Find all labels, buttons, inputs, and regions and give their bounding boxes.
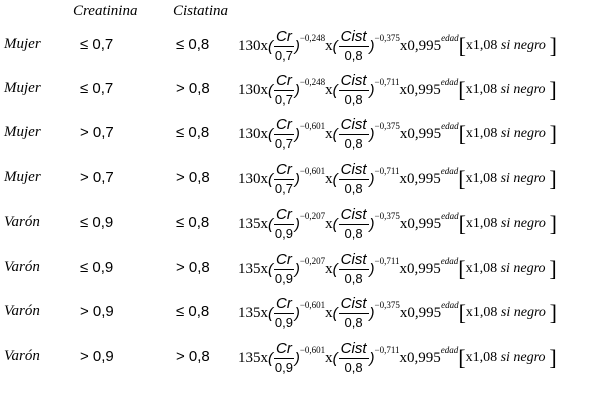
coefficient: 130	[238, 125, 261, 142]
cystatin-exponent: −0,711	[374, 77, 400, 87]
creatinine-condition: ≤ 0,9	[80, 214, 114, 231]
creatinine-exponent: −0,248	[299, 33, 326, 43]
times-sign: x	[399, 81, 407, 98]
coefficient: 135	[238, 215, 261, 232]
close-paren: )	[294, 349, 300, 367]
creatinine-denominator: 0,7	[274, 92, 293, 107]
cystatin-fraction	[339, 339, 369, 377]
creatinine-exponent: −0,207	[299, 256, 326, 266]
bracket-open: [	[458, 77, 466, 102]
times-sign: x	[325, 349, 333, 366]
sex-label: Mujer	[4, 36, 41, 52]
cystatin-condition: > 0,8	[176, 259, 210, 276]
egfr-formula	[238, 202, 557, 246]
race-condition: si negro	[500, 350, 546, 365]
times-sign: x	[325, 170, 333, 187]
open-paren: (	[332, 37, 338, 55]
cystatin-numerator: Cist	[340, 72, 367, 89]
cystatin-exponent: −0,375	[374, 300, 400, 310]
creatinine-fraction	[274, 160, 294, 198]
table-row	[0, 112, 602, 156]
table-row	[0, 68, 602, 112]
race-factor: x1,08	[465, 171, 498, 186]
creatinine-denominator: 0,9	[274, 271, 293, 286]
close-paren: )	[369, 349, 375, 367]
race-condition: si negro	[500, 261, 546, 276]
age-base: 0,995	[407, 81, 441, 98]
open-paren: (	[332, 304, 338, 322]
times-sign: x	[399, 215, 408, 232]
creatinine-condition: ≤ 0,7	[80, 80, 114, 97]
bracket-close: ]	[549, 256, 557, 281]
creatinine-fraction	[274, 339, 294, 377]
close-paren: )	[369, 125, 375, 143]
creatinine-numerator: Cr	[276, 72, 292, 89]
times-sign: x	[260, 125, 268, 142]
close-paren: )	[369, 37, 375, 55]
open-paren: (	[268, 304, 273, 322]
bracket-open: [	[458, 33, 466, 58]
cystatin-denominator: 0,8	[344, 181, 363, 196]
times-sign: x	[260, 81, 268, 98]
table-row	[0, 24, 602, 68]
creatinine-fraction	[274, 27, 294, 65]
cystatin-numerator: Cist	[340, 28, 367, 45]
cystatin-condition: ≤ 0,8	[176, 303, 210, 320]
times-sign: x	[260, 215, 268, 232]
creatinine-denominator: 0,7	[274, 48, 293, 63]
sex-label: Mujer	[4, 80, 41, 96]
close-paren: )	[369, 260, 375, 278]
coefficient: 135	[238, 349, 261, 366]
age-exponent: edad	[440, 256, 459, 266]
cystatin-fraction	[339, 115, 369, 153]
creatinine-exponent: −0,601	[299, 166, 326, 176]
cystatin-fraction	[339, 27, 369, 65]
open-paren: (	[332, 215, 338, 233]
cystatin-exponent: −0,711	[374, 345, 400, 355]
times-sign: x	[325, 81, 333, 98]
cystatin-exponent: −0,375	[374, 211, 400, 221]
creatinine-numerator: Cr	[276, 206, 292, 223]
egfr-formula	[238, 24, 557, 68]
bracket-open: [	[458, 300, 466, 325]
cystatin-denominator: 0,8	[344, 92, 363, 107]
times-sign: x	[399, 349, 407, 366]
cystatin-exponent: −0,711	[374, 256, 400, 266]
creatinine-fraction	[274, 71, 294, 109]
close-paren: )	[294, 304, 300, 322]
times-sign: x	[325, 37, 333, 54]
open-paren: (	[332, 125, 338, 143]
race-condition: si negro	[500, 305, 546, 320]
table-row	[0, 247, 602, 291]
race-factor: x1,08	[465, 38, 498, 53]
creatinine-condition: > 0,7	[80, 124, 114, 141]
bracket-open: [	[458, 166, 466, 191]
coefficient: 135	[238, 260, 261, 277]
table-row	[0, 336, 602, 380]
times-sign: x	[325, 304, 333, 321]
close-paren: )	[294, 260, 300, 278]
open-paren: (	[332, 170, 338, 188]
close-paren: )	[294, 125, 300, 143]
open-paren: (	[268, 37, 273, 55]
times-sign: x	[260, 170, 268, 187]
race-factor-note	[466, 171, 546, 187]
race-factor: x1,08	[465, 126, 498, 141]
bracket-close: ]	[549, 300, 557, 325]
race-factor-note	[466, 305, 546, 321]
cystatin-condition: > 0,8	[176, 80, 210, 97]
creatinine-fraction	[274, 115, 294, 153]
open-paren: (	[332, 260, 338, 278]
close-paren: )	[294, 170, 300, 188]
cystatin-denominator: 0,8	[344, 48, 363, 63]
open-paren: (	[268, 125, 273, 143]
open-paren: (	[268, 260, 273, 278]
creatinine-condition: > 0,9	[80, 303, 114, 320]
age-exponent: edad	[440, 345, 459, 355]
age-exponent: edad	[441, 211, 459, 221]
cystatin-fraction	[339, 205, 369, 243]
times-sign: x	[260, 260, 268, 277]
race-factor: x1,08	[465, 261, 498, 276]
race-condition: si negro	[500, 216, 546, 231]
cystatin-condition: ≤ 0,8	[176, 214, 210, 231]
bracket-close: ]	[549, 121, 557, 146]
header-creatinine: Creatinina	[73, 3, 138, 19]
creatinine-denominator: 0,7	[274, 136, 293, 151]
race-condition: si negro	[500, 82, 546, 97]
age-base: 0,995	[407, 170, 441, 187]
sex-label: Varón	[4, 259, 40, 275]
race-factor-note	[466, 126, 546, 142]
age-exponent: edad	[441, 33, 459, 43]
creatinine-condition: ≤ 0,9	[80, 259, 114, 276]
bracket-close: ]	[549, 33, 557, 58]
times-sign: x	[260, 37, 268, 54]
age-exponent: edad	[440, 166, 459, 176]
creatinine-numerator: Cr	[276, 161, 292, 178]
cystatin-condition: ≤ 0,8	[176, 124, 210, 141]
bracket-open: [	[458, 345, 466, 370]
cystatin-numerator: Cist	[340, 116, 367, 133]
times-sign: x	[325, 125, 333, 142]
age-base: 0,995	[407, 260, 441, 277]
open-paren: (	[332, 81, 338, 99]
egfr-formula	[238, 157, 557, 201]
cystatin-fraction	[339, 294, 369, 332]
race-condition: si negro	[500, 38, 546, 53]
cystatin-numerator: Cist	[340, 161, 367, 178]
race-factor-note	[466, 216, 546, 232]
cystatin-numerator: Cist	[340, 251, 367, 268]
times-sign: x	[260, 349, 268, 366]
cystatin-condition: > 0,8	[176, 348, 210, 365]
cystatin-exponent: −0,711	[374, 166, 400, 176]
cystatin-denominator: 0,8	[344, 226, 363, 241]
creatinine-numerator: Cr	[276, 251, 292, 268]
race-condition: si negro	[500, 171, 546, 186]
open-paren: (	[332, 349, 338, 367]
table-row	[0, 291, 602, 335]
creatinine-condition: > 0,7	[80, 169, 114, 186]
age-base: 0,995	[407, 125, 442, 142]
header-cystatin: Cistatina	[173, 3, 229, 19]
age-exponent: edad	[440, 77, 459, 87]
age-base: 0,995	[407, 37, 442, 54]
creatinine-exponent: −0,601	[299, 121, 326, 131]
cystatin-condition: ≤ 0,8	[176, 36, 210, 53]
race-factor: x1,08	[465, 216, 498, 231]
cystatin-denominator: 0,8	[344, 136, 363, 151]
bracket-open: [	[458, 256, 466, 281]
open-paren: (	[268, 81, 273, 99]
table-row	[0, 202, 602, 246]
coefficient: 130	[238, 170, 261, 187]
times-sign: x	[325, 260, 333, 277]
race-factor: x1,08	[465, 82, 498, 97]
times-sign: x	[399, 125, 408, 142]
times-sign: x	[399, 304, 408, 321]
race-factor: x1,08	[465, 305, 498, 320]
creatinine-fraction	[274, 294, 294, 332]
coefficient: 130	[238, 37, 261, 54]
creatinine-fraction	[274, 250, 294, 288]
bracket-close: ]	[549, 345, 557, 370]
coefficient: 130	[238, 81, 261, 98]
cystatin-fraction	[339, 160, 369, 198]
cystatin-exponent: −0,375	[374, 121, 400, 131]
creatinine-exponent: −0,601	[299, 300, 326, 310]
creatinine-condition: > 0,9	[80, 348, 114, 365]
creatinine-denominator: 0,7	[274, 181, 293, 196]
creatinine-exponent: −0,601	[299, 345, 326, 355]
creatinine-numerator: Cr	[276, 295, 292, 312]
sex-label: Varón	[4, 303, 40, 319]
close-paren: )	[294, 81, 300, 99]
age-exponent: edad	[441, 300, 459, 310]
race-factor-note	[466, 82, 546, 98]
creatinine-denominator: 0,9	[274, 226, 293, 241]
close-paren: )	[369, 170, 375, 188]
creatinine-denominator: 0,9	[274, 315, 293, 330]
egfr-formula	[238, 68, 557, 112]
cystatin-exponent: −0,375	[374, 33, 400, 43]
creatinine-denominator: 0,9	[274, 360, 293, 375]
bracket-close: ]	[549, 211, 557, 236]
close-paren: )	[294, 215, 300, 233]
open-paren: (	[268, 170, 273, 188]
creatinine-numerator: Cr	[276, 116, 292, 133]
creatinine-exponent: −0,248	[299, 77, 326, 87]
age-exponent: edad	[441, 121, 459, 131]
close-paren: )	[369, 81, 375, 99]
close-paren: )	[369, 304, 375, 322]
creatinine-numerator: Cr	[276, 340, 292, 357]
times-sign: x	[399, 260, 407, 277]
table-row	[0, 157, 602, 201]
close-paren: )	[369, 215, 375, 233]
cystatin-denominator: 0,8	[344, 360, 363, 375]
bracket-close: ]	[549, 77, 557, 102]
times-sign: x	[325, 215, 333, 232]
close-paren: )	[294, 37, 300, 55]
cystatin-denominator: 0,8	[344, 271, 363, 286]
cystatin-numerator: Cist	[340, 295, 367, 312]
egfr-formula	[238, 247, 557, 291]
cystatin-fraction	[339, 71, 369, 109]
times-sign: x	[260, 304, 268, 321]
cystatin-denominator: 0,8	[344, 315, 363, 330]
coefficient: 135	[238, 304, 261, 321]
creatinine-numerator: Cr	[276, 28, 292, 45]
age-base: 0,995	[407, 349, 441, 366]
race-factor-note	[466, 38, 546, 54]
age-base: 0,995	[407, 215, 442, 232]
creatinine-fraction	[274, 205, 294, 243]
bracket-open: [	[458, 121, 466, 146]
race-factor: x1,08	[465, 350, 498, 365]
egfr-formula	[238, 112, 557, 156]
cystatin-numerator: Cist	[340, 206, 367, 223]
sex-label: Varón	[4, 348, 40, 364]
cystatin-fraction	[339, 250, 369, 288]
creatinine-exponent: −0,207	[299, 211, 326, 221]
open-paren: (	[268, 215, 273, 233]
egfr-formula	[238, 291, 557, 335]
cystatin-numerator: Cist	[340, 340, 367, 357]
sex-label: Mujer	[4, 124, 41, 140]
times-sign: x	[399, 170, 407, 187]
bracket-open: [	[458, 211, 466, 236]
race-condition: si negro	[500, 126, 546, 141]
sex-label: Mujer	[4, 169, 41, 185]
creatinine-condition: ≤ 0,7	[80, 36, 114, 53]
times-sign: x	[399, 37, 408, 54]
open-paren: (	[268, 349, 273, 367]
race-factor-note	[466, 350, 546, 366]
bracket-close: ]	[549, 166, 557, 191]
cystatin-condition: > 0,8	[176, 169, 210, 186]
sex-label: Varón	[4, 214, 40, 230]
age-base: 0,995	[407, 304, 442, 321]
egfr-formula	[238, 336, 557, 380]
race-factor-note	[466, 261, 546, 277]
